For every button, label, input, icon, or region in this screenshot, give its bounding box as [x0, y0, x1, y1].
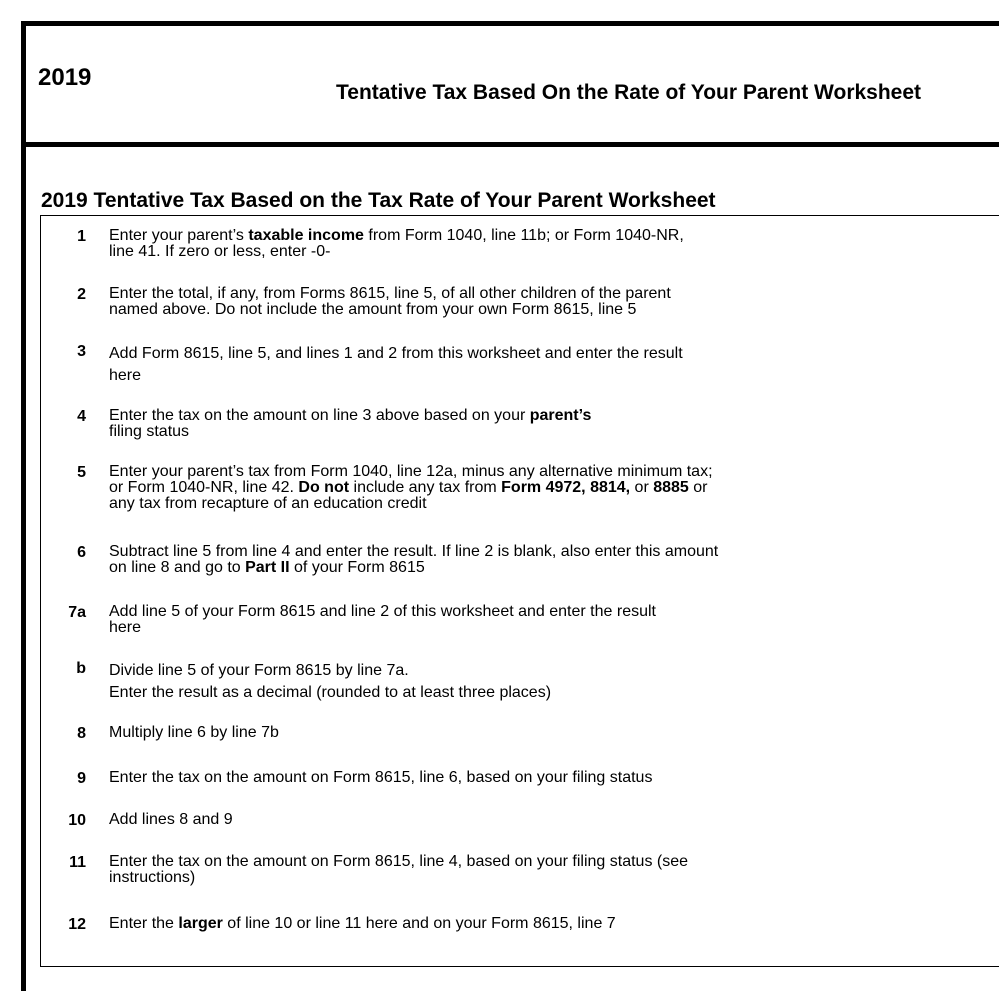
line-number: 1: [77, 228, 86, 245]
text-segment: Enter the tax on the amount on line 3 above based on your: [109, 407, 530, 424]
line-text-row: [109, 854, 869, 870]
bold-text: Form 4972, 8814,: [501, 479, 631, 496]
line-text: [109, 408, 869, 440]
line-text: [109, 812, 869, 828]
line-number: 11: [69, 854, 86, 871]
line-text: [109, 916, 869, 932]
text-segment: or: [688, 479, 708, 496]
text-segment: Enter your parent’s: [109, 227, 249, 244]
text-segment: include any tax from: [349, 479, 502, 496]
text-segment: here: [109, 619, 142, 636]
text-segment: Enter the tax on the amount on Form 8615, line 4, based on your filing status (see: [109, 853, 689, 870]
bold-text: 8885: [653, 479, 689, 496]
line-text-row: [109, 916, 869, 932]
line-text: [109, 725, 869, 741]
text-segment: filing status: [109, 423, 190, 440]
text-segment: here: [109, 367, 142, 384]
line-number: 3: [77, 343, 86, 360]
line-number: 5: [77, 464, 86, 481]
line-text-row: [109, 408, 869, 424]
form-year: 2019: [38, 64, 92, 91]
text-segment: or: [630, 479, 654, 496]
line-text-row: [109, 725, 869, 741]
line-text-row: [109, 244, 869, 260]
header-divider: [21, 142, 999, 147]
page-title: Tentative Tax Based On the Rate of Your Parent Worksheet: [336, 81, 922, 104]
bold-text: taxable income: [248, 227, 364, 244]
text-segment: any tax from recapture of an education credit: [109, 495, 427, 512]
line-text-row: [109, 560, 869, 576]
line-text-row: [109, 620, 869, 636]
line-text-row: [109, 870, 869, 886]
line-text-row: [109, 302, 869, 318]
text-segment: Enter the: [109, 915, 179, 932]
line-number: 8: [77, 725, 86, 742]
text-segment: on line 8 and go to: [109, 559, 246, 576]
line-text-row: [109, 812, 869, 828]
line-text: [109, 343, 869, 387]
text-segment: Enter the result as a decimal (rounded to at least three places): [109, 684, 552, 701]
text-segment: Enter the tax on the amount on Form 8615, line 6, based on your filing status: [109, 769, 653, 786]
text-segment: instructions): [109, 869, 196, 886]
bold-text: Do not: [298, 479, 350, 496]
line-text-row: [109, 544, 869, 560]
text-segment: from Form 1040, line 11b; or Form 1040-NR,: [363, 227, 684, 244]
text-segment: Enter your parent’s tax from Form 1040, line 12a, minus any alternative minimum tax;: [109, 463, 713, 480]
text-segment: Add Form 8615, line 5, and lines 1 and 2 from this worksheet and enter the result: [109, 345, 683, 362]
line-text-row: [109, 480, 869, 496]
text-segment: of your Form 8615: [289, 559, 425, 576]
line-number: 9: [77, 770, 86, 787]
text-segment: Multiply line 6 by line 7b: [109, 724, 279, 741]
line-text: [109, 770, 869, 786]
line-number: 7a: [68, 604, 86, 621]
line-text: [109, 544, 869, 576]
line-text: [109, 464, 869, 512]
line-text-row: [109, 604, 869, 620]
line-text-row: [109, 228, 869, 244]
line-number: 6: [77, 544, 86, 561]
text-segment: or Form 1040-NR, line 42.: [109, 479, 299, 496]
text-segment: Add line 5 of your Form 8615 and line 2 of this worksheet and enter the result: [109, 603, 656, 620]
line-number: 4: [77, 408, 86, 425]
line-text-row: [109, 424, 869, 440]
line-text: [109, 286, 869, 318]
text-segment: named above. Do not include the amount from your own Form 8615, line 5: [109, 301, 637, 318]
line-text-row: [109, 682, 869, 704]
text-segment: line 41. If zero or less, enter -0-: [109, 243, 331, 260]
line-text: [109, 660, 869, 704]
line-text: [109, 854, 869, 886]
line-text: [109, 228, 869, 260]
worksheet-title: 2019 Tentative Tax Based on the Tax Rate of Your Parent Worksheet: [41, 189, 716, 212]
line-text-row: [109, 365, 869, 387]
line-text-row: [109, 343, 869, 365]
line-text: [109, 604, 869, 636]
line-number: 10: [68, 812, 86, 829]
text-segment: Add lines 8 and 9: [109, 811, 233, 828]
line-text-row: [109, 464, 869, 480]
line-number: 2: [77, 286, 86, 303]
line-number: b: [76, 660, 86, 677]
line-text-row: [109, 286, 869, 302]
line-number: 12: [68, 916, 86, 933]
text-segment: of line 10 or line 11 here and on your Form 8615, line 7: [222, 915, 616, 932]
line-text-row: [109, 770, 869, 786]
text-segment: Divide line 5 of your Form 8615 by line 7a.: [109, 662, 409, 679]
bold-text: larger: [178, 915, 223, 932]
text-segment: Enter the total, if any, from Forms 8615, line 5, of all other children of the parent: [109, 285, 671, 302]
bold-text: parent’s: [529, 407, 592, 424]
line-text-row: [109, 660, 869, 682]
line-text-row: [109, 496, 869, 512]
bold-text: Part II: [245, 559, 290, 576]
text-segment: Subtract line 5 from line 4 and enter the result. If line 2 is blank, also enter this amount: [109, 543, 719, 560]
